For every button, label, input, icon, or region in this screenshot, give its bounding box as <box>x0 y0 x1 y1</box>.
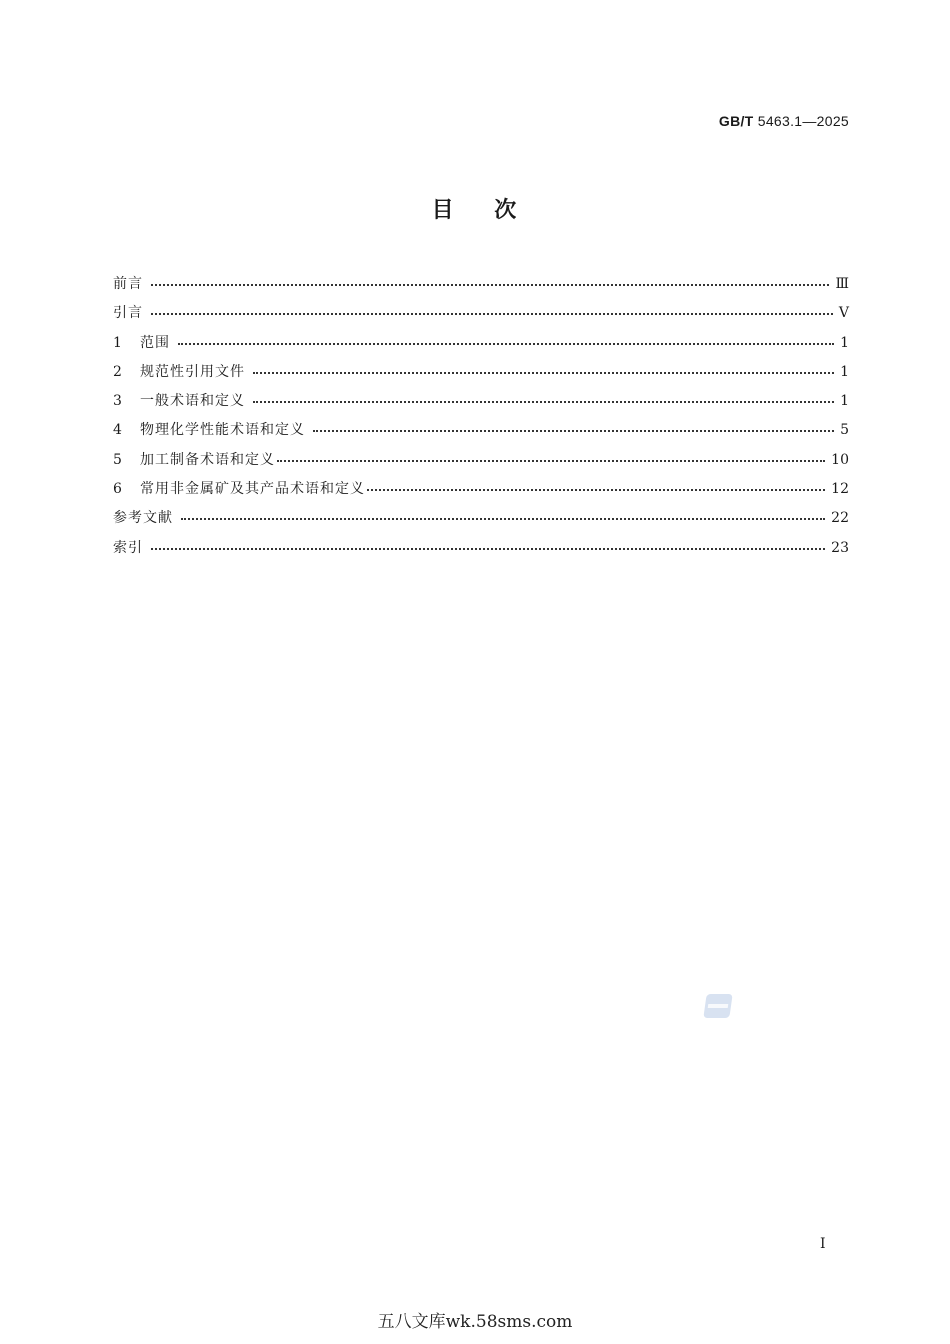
toc-leader-dots <box>151 538 825 552</box>
toc-item-number: 1 <box>113 334 122 351</box>
toc-item-normative-references[interactable] <box>113 358 849 387</box>
standard-prefix: GB/T <box>718 113 754 129</box>
toc-item-label: 索引 <box>113 539 143 556</box>
toc-leader-dots <box>178 333 834 347</box>
toc-item-label: 参考文献 <box>113 510 173 527</box>
toc-leader-dots <box>367 479 825 493</box>
toc-item-page: Ⅲ <box>835 276 849 292</box>
toc-item-page: Ⅴ <box>838 305 849 322</box>
toc-item-number: 4 <box>113 422 122 439</box>
footer-site-watermark: 五八文库wk.58sms.com <box>377 1312 573 1332</box>
page-number: Ⅰ <box>820 1236 826 1252</box>
toc-item-bibliography[interactable] <box>113 504 849 533</box>
toc-item-label: 引言 <box>113 305 143 322</box>
toc-item-page: 1 <box>840 334 849 351</box>
toc-item-page: 10 <box>831 451 849 468</box>
toc-item-page: 5 <box>840 422 849 439</box>
toc-item-general-terms[interactable] <box>113 387 849 416</box>
toc-item-label: 前言 <box>113 276 143 292</box>
toc-leader-dots <box>253 391 834 405</box>
toc-item-nonmetallic-minerals-terms[interactable] <box>113 475 849 504</box>
toc-item-introduction[interactable] <box>113 299 849 328</box>
toc-item-label: 加工制备术语和定义 <box>140 451 275 468</box>
sac-logo-icon <box>703 994 732 1018</box>
toc-leader-dots <box>253 362 834 376</box>
toc-item-label: 一般术语和定义 <box>140 393 245 410</box>
toc-leader-dots <box>151 274 829 288</box>
standard-code <box>719 113 849 129</box>
toc-leader-dots <box>313 420 834 434</box>
toc-leader-dots <box>181 508 825 522</box>
toc-item-label: 物理化学性能术语和定义 <box>140 422 305 439</box>
toc-item-label: 范围 <box>140 334 170 351</box>
table-of-contents <box>113 270 849 563</box>
toc-item-number: 6 <box>113 481 122 498</box>
toc-item-page: 1 <box>840 393 849 410</box>
toc-item-foreword[interactable] <box>113 270 849 299</box>
toc-item-number: 5 <box>113 451 122 468</box>
toc-item-number: 2 <box>113 363 122 380</box>
page-title: 目 次 <box>431 198 519 223</box>
toc-item-number: 3 <box>113 393 122 410</box>
toc-item-scope[interactable] <box>113 329 849 358</box>
toc-item-label: 规范性引用文件 <box>140 363 245 380</box>
standard-number: 5463.1—2025 <box>757 113 849 129</box>
toc-item-index[interactable] <box>113 534 849 563</box>
toc-item-page: 12 <box>831 481 849 498</box>
toc-item-processing-terms[interactable] <box>113 446 849 475</box>
toc-item-physicochemical-terms[interactable] <box>113 416 849 445</box>
toc-item-page: 23 <box>831 539 849 556</box>
toc-item-page: 1 <box>840 363 849 380</box>
toc-leader-dots <box>277 450 825 464</box>
toc-item-label: 常用非金属矿及其产品术语和定义 <box>140 481 365 498</box>
toc-leader-dots <box>151 303 833 317</box>
toc-item-page: 22 <box>831 510 849 527</box>
